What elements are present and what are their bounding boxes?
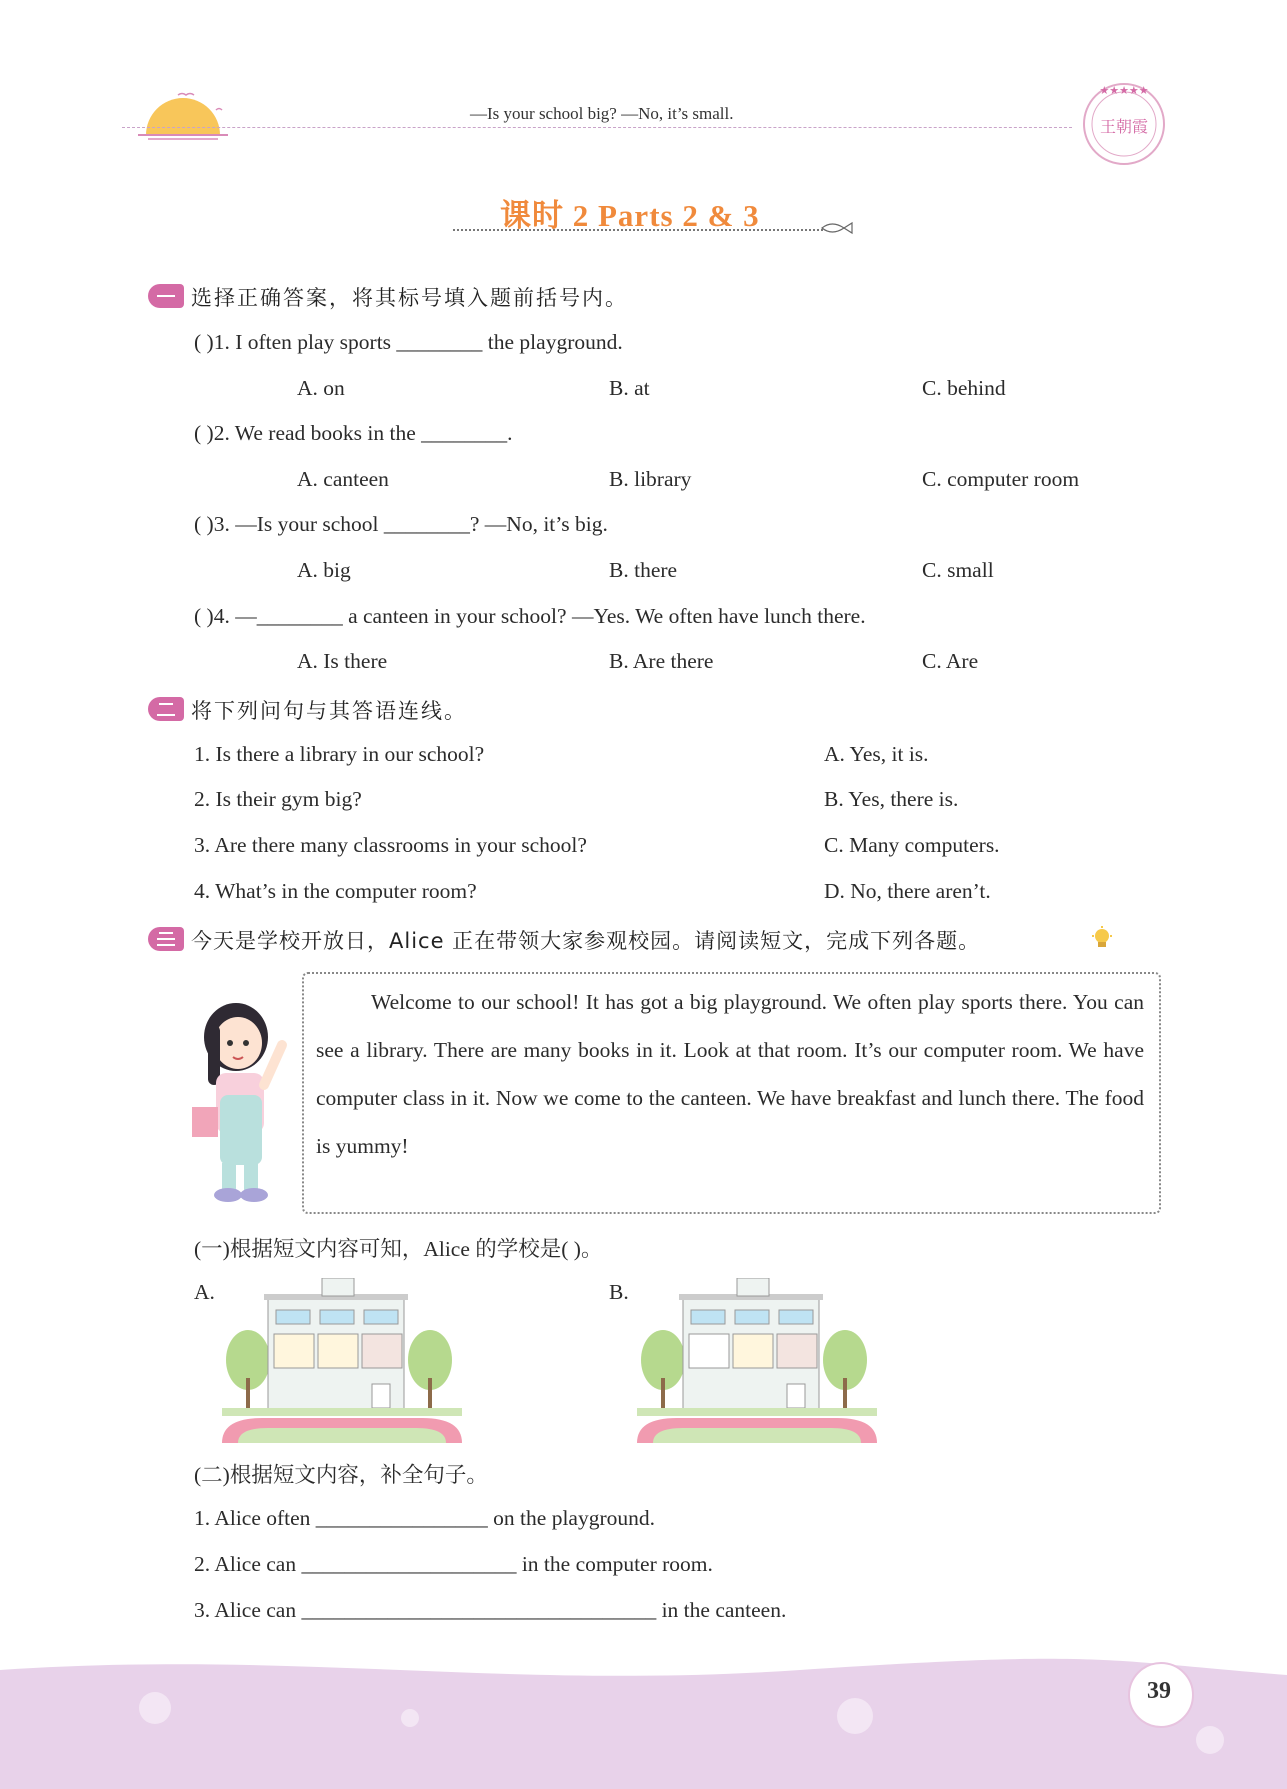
match-question-4: 4. What’s in the computer room? xyxy=(194,879,477,903)
fill-sentence-1: 1. Alice often ________________ on the playground. xyxy=(194,1506,655,1530)
part-2-prompt: (二)根据短文内容，补全句子。 xyxy=(194,1463,488,1487)
reading-passage: Welcome to our school! It has got a big playground. We often play sports there. You can see a library. There are many books in it. Look at that room. It’s our computer room. We have computer class in it. Now we come to the canteen. We have breakfast and lunch there. The food is yummy! xyxy=(316,990,1144,1158)
question-4-option-b: B. Are there xyxy=(609,649,714,673)
question-4-option-a: A. Is there xyxy=(297,649,388,673)
question-4-option-c: C. Are xyxy=(922,649,979,673)
publisher-seal-icon xyxy=(1080,80,1168,168)
lightbulb-icon xyxy=(1090,926,1114,952)
question-4-stem: ( )4. —________ a canteen in your school? —Yes. We often have lunch there. xyxy=(194,604,866,628)
section-2-heading: 将下列问句与其答语连线。 xyxy=(191,699,467,723)
match-question-1: 1. Is there a library in our school? xyxy=(194,742,485,766)
fill-sentence-2: 2. Alice can ____________________ in the computer room. xyxy=(194,1552,713,1576)
header-divider xyxy=(122,127,1072,128)
question-3-option-b: B. there xyxy=(609,558,678,582)
question-2-option-c: C. computer room xyxy=(922,467,1080,491)
girl-alice-illustration xyxy=(186,995,296,1207)
section-1-badge xyxy=(148,284,184,308)
match-answer-b: B. Yes, there is. xyxy=(824,787,959,811)
question-1-option-b: B. at xyxy=(609,376,650,400)
question-2-option-b: B. library xyxy=(609,467,692,491)
section-1-heading: 选择正确答案，将其标号填入题前括号内。 xyxy=(191,286,628,310)
svg-text:王朝霞: 王朝霞 xyxy=(1099,117,1149,136)
fill-sentence-3: 3. Alice can _________________________________ in the canteen. xyxy=(194,1598,787,1622)
question-1-stem: ( )1. I often play sports ________ the playground. xyxy=(194,330,623,354)
match-question-3: 3. Are there many classrooms in your school? xyxy=(194,833,587,857)
question-3-option-c: C. small xyxy=(922,558,994,582)
option-a-label: A. xyxy=(194,1280,215,1304)
question-2-option-a: A. canteen xyxy=(297,467,389,491)
question-3-stem: ( )3. —Is your school ________? —No, it’s big. xyxy=(194,512,608,536)
fish-icon xyxy=(820,220,854,236)
svg-text:★★★★★: ★★★★★ xyxy=(1099,84,1149,97)
question-3-option-a: A. big xyxy=(297,558,351,582)
question-2-stem: ( )2. We read books in the ________. xyxy=(194,421,513,445)
option-b-label: B. xyxy=(609,1280,629,1304)
header-dialogue: —Is your school big? —No, it’s small. xyxy=(470,104,734,123)
match-answer-a: A. Yes, it is. xyxy=(824,742,929,766)
section-2-badge xyxy=(148,697,184,721)
section-3-badge xyxy=(148,927,184,951)
part-1-prompt: (一)根据短文内容可知，Alice 的学校是( )。 xyxy=(194,1237,603,1261)
question-1-option-c: C. behind xyxy=(922,376,1006,400)
footer-wave-decoration xyxy=(0,1650,1287,1789)
question-1-option-a: A. on xyxy=(297,376,345,400)
lesson-title: 课时 2 Parts 2 & 3 xyxy=(500,198,760,233)
section-3-heading: 今天是学校开放日，Alice 正在带领大家参观校园。请阅读短文，完成下列各题。 xyxy=(191,929,981,953)
match-question-2: 2. Is their gym big? xyxy=(194,787,362,811)
school-building-a-illustration xyxy=(222,1278,462,1443)
page-number: 39 xyxy=(1147,1678,1171,1704)
match-answer-d: D. No, there aren’t. xyxy=(824,879,991,903)
title-underline xyxy=(453,229,823,231)
school-building-b-illustration xyxy=(637,1278,877,1443)
sun-icon xyxy=(138,90,228,140)
match-answer-c: C. Many computers. xyxy=(824,833,1000,857)
